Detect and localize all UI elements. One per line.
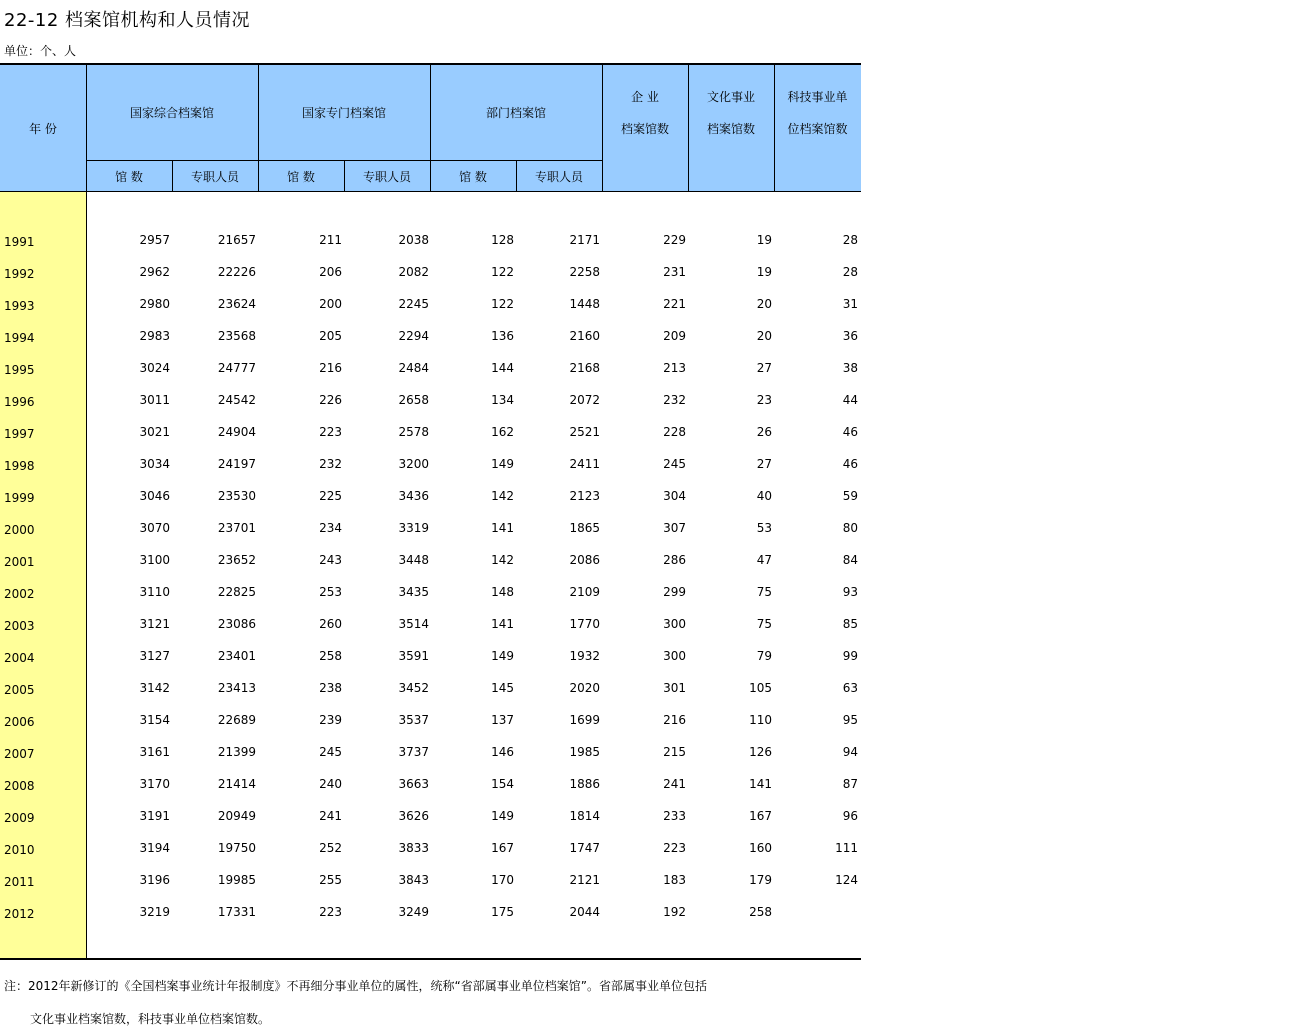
subheader-count-2: 馆 数 [287,169,315,184]
table-cell: 3514 [398,617,429,631]
table-cell: 241 [319,809,342,823]
table-cell: 213 [663,361,686,375]
table-cell: 234 [319,521,342,535]
row-year: 2008 [4,779,35,793]
table-cell: 2038 [398,233,429,247]
table-cell: 124 [835,873,858,887]
table-cell: 3121 [139,617,170,631]
row-year: 1995 [4,363,35,377]
table-cell: 22689 [217,713,256,727]
table-cell: 27 [756,361,772,375]
table-cell: 3436 [398,489,429,503]
table-cell: 136 [491,329,514,343]
table-cell: 2160 [569,329,600,343]
table-cell: 286 [663,553,686,567]
row-year: 1999 [4,491,35,505]
table-cell: 149 [491,457,514,471]
table-cell: 2578 [398,425,429,439]
table-cell: 215 [663,745,686,759]
table-cell: 3024 [139,361,170,375]
table-cell: 17331 [217,905,256,919]
table-cell: 2020 [569,681,600,695]
row-year: 2000 [4,523,35,537]
table-cell: 3142 [139,681,170,695]
table-cell: 3154 [139,713,170,727]
table-cell: 3034 [139,457,170,471]
table-cell: 3452 [398,681,429,695]
table-cell: 192 [663,905,686,919]
table-cell: 243 [319,553,342,567]
table-cell: 3196 [139,873,170,887]
row-year: 2001 [4,555,35,569]
table-cell: 200 [319,297,342,311]
table-cell: 84 [842,553,858,567]
table-cell: 1932 [569,649,600,663]
table-cell: 232 [663,393,686,407]
table-cell: 2123 [569,489,600,503]
table-cell: 2109 [569,585,600,599]
table-cell: 80 [842,521,858,535]
table-cell: 2072 [569,393,600,407]
table-cell: 75 [756,617,772,631]
page-title: 22-12 档案馆机构和人员情况 [4,10,251,31]
table-cell: 3191 [139,809,170,823]
table-cell: 3200 [398,457,429,471]
table-cell: 3070 [139,521,170,535]
table-cell: 307 [663,521,686,535]
header-year: 年 份 [29,121,57,136]
table-cell: 245 [663,457,686,471]
table-cell: 167 [491,841,514,855]
table-cell: 223 [663,841,686,855]
table-cell: 223 [319,905,342,919]
table-cell: 23568 [217,329,256,343]
table-cell: 170 [491,873,514,887]
table-cell: 3021 [139,425,170,439]
table-cell: 141 [491,617,514,631]
row-year: 2003 [4,619,35,633]
header-divider [430,65,431,192]
table-cell: 299 [663,585,686,599]
table-cell: 300 [663,617,686,631]
table-cell: 46 [842,457,858,471]
table-cell: 141 [491,521,514,535]
header-divider [774,65,775,192]
footnote-line1: 注：2012年新修订的《全国档案事业统计年报制度》不再细分事业单位的属性，统称“省部属事业单位档案馆”。省部属事业单位包括 [4,979,707,993]
table-cell: 167 [749,809,772,823]
table-cell: 3537 [398,713,429,727]
header-national-comprehensive: 国家综合档案馆 [129,105,214,120]
header-divider [344,160,345,192]
table-cell: 3448 [398,553,429,567]
subheader-staff-2: 专职人员 [362,169,411,184]
table-cell: 258 [319,649,342,663]
table-cell: 96 [842,809,858,823]
table-cell: 3127 [139,649,170,663]
table-cell: 221 [663,297,686,311]
table-cell: 3100 [139,553,170,567]
row-year: 1998 [4,459,35,473]
table-cell: 240 [319,777,342,791]
table-cell: 144 [491,361,514,375]
table-cell: 3011 [139,393,170,407]
table-cell: 3319 [398,521,429,535]
table-cell: 126 [749,745,772,759]
table-cell: 183 [663,873,686,887]
table-cell: 38 [842,361,858,375]
table-cell: 175 [491,905,514,919]
row-year: 2004 [4,651,35,665]
table-cell: 21657 [217,233,256,247]
table-cell: 149 [491,649,514,663]
table-cell: 2044 [569,905,600,919]
row-year: 2010 [4,843,35,857]
table-cell: 1699 [569,713,600,727]
table-cell: 26 [756,425,772,439]
table-cell: 20949 [217,809,256,823]
table-cell: 1985 [569,745,600,759]
table-cell: 301 [663,681,686,695]
subheader-staff-1: 专职人员 [190,169,239,184]
subheader-count-1: 馆 数 [115,169,143,184]
table-cell: 2980 [139,297,170,311]
table-cell: 23701 [217,521,256,535]
table-cell: 2171 [569,233,600,247]
row-year: 1992 [4,267,35,281]
header-divider [516,160,517,192]
table-cell: 3591 [398,649,429,663]
table-cell: 233 [663,809,686,823]
table-cell: 2521 [569,425,600,439]
table-cell: 1814 [569,809,600,823]
table-cell: 134 [491,393,514,407]
table-cell: 228 [663,425,686,439]
table-cell: 146 [491,745,514,759]
table-cell: 105 [749,681,772,695]
table-cell: 229 [663,233,686,247]
subheader-count-3: 馆 数 [459,169,487,184]
table-cell: 24904 [217,425,256,439]
table-cell: 21414 [217,777,256,791]
row-year: 2011 [4,875,35,889]
table-cell: 1448 [569,297,600,311]
table-cell: 241 [663,777,686,791]
table-cell: 87 [842,777,858,791]
table-cell: 24197 [217,457,256,471]
table-cell: 23401 [217,649,256,663]
table-cell: 46 [842,425,858,439]
table-cell: 59 [842,489,858,503]
table-cell: 23413 [217,681,256,695]
row-year: 1996 [4,395,35,409]
table-cell: 206 [319,265,342,279]
table-cell: 3046 [139,489,170,503]
row-year: 2012 [4,907,35,921]
table-cell: 223 [319,425,342,439]
table-cell: 94 [842,745,858,759]
table-cell: 36 [842,329,858,343]
table-cell: 239 [319,713,342,727]
table-cell: 226 [319,393,342,407]
table-cell: 19 [756,233,772,247]
row-year: 1991 [4,235,35,249]
table-cell: 148 [491,585,514,599]
table-cell: 225 [319,489,342,503]
table-cell: 79 [756,649,772,663]
row-year: 1994 [4,331,35,345]
table-cell: 28 [842,265,858,279]
table-cell: 23652 [217,553,256,567]
table-cell: 21399 [217,745,256,759]
table-cell: 23 [756,393,772,407]
table-header [0,63,861,192]
table-cell: 179 [749,873,772,887]
table-cell: 95 [842,713,858,727]
table-cell: 137 [491,713,514,727]
table-cell: 231 [663,265,686,279]
row-year: 2005 [4,683,35,697]
table-cell: 63 [842,681,858,695]
header-cultural [688,81,774,145]
table-cell: 28 [842,233,858,247]
table-cell: 110 [749,713,772,727]
header-national-specialized: 国家专门档案馆 [301,105,386,120]
header-enterprise-line1: 企 业 [631,90,659,104]
table-cell: 1747 [569,841,600,855]
table-cell: 111 [835,841,858,855]
table-cell: 2983 [139,329,170,343]
header-enterprise [602,81,688,145]
table-cell: 2411 [569,457,600,471]
header-divider [172,160,173,192]
table-cell: 53 [756,521,772,535]
table-cell: 160 [749,841,772,855]
table-cell: 85 [842,617,858,631]
table-cell: 216 [663,713,686,727]
row-year: 1993 [4,299,35,313]
table-cell: 3435 [398,585,429,599]
header-divider [602,65,603,192]
table-cell: 1770 [569,617,600,631]
header-divider [86,65,87,192]
table-cell: 255 [319,873,342,887]
table-cell: 253 [319,585,342,599]
table-cell: 3843 [398,873,429,887]
table-cell: 3626 [398,809,429,823]
table-cell: 122 [491,297,514,311]
header-departmental: 部门档案馆 [485,105,546,120]
table-cell: 300 [663,649,686,663]
row-year: 2007 [4,747,35,761]
table-cell: 145 [491,681,514,695]
table-cell: 205 [319,329,342,343]
table-cell: 141 [749,777,772,791]
table-cell: 20 [756,297,772,311]
table-cell: 19985 [217,873,256,887]
header-scitech-line1: 科技事业单 [787,90,848,104]
row-year: 1997 [4,427,35,441]
row-year: 2009 [4,811,35,825]
year-column-border [86,192,87,959]
table-cell: 245 [319,745,342,759]
table-cell: 304 [663,489,686,503]
table-cell: 19750 [217,841,256,855]
table-cell: 1865 [569,521,600,535]
table-cell: 3161 [139,745,170,759]
table-cell: 142 [491,553,514,567]
table-cell: 2962 [139,265,170,279]
table-cell: 3170 [139,777,170,791]
table-cell: 44 [842,393,858,407]
table-cell: 3737 [398,745,429,759]
table-cell: 216 [319,361,342,375]
table-cell: 2086 [569,553,600,567]
table-cell: 24777 [217,361,256,375]
unit-label: 单位：个、人 [4,44,77,58]
header-scitech-line2: 位档案馆数 [787,122,848,136]
header-divider [258,65,259,192]
table-cell: 128 [491,233,514,247]
table-cell: 3110 [139,585,170,599]
table-cell: 209 [663,329,686,343]
table-cell: 22825 [217,585,256,599]
table-cell: 252 [319,841,342,855]
table-cell: 3833 [398,841,429,855]
table-cell: 258 [749,905,772,919]
table-cell: 260 [319,617,342,631]
header-divider [688,65,689,192]
table-cell: 31 [842,297,858,311]
table-cell: 2082 [398,265,429,279]
table-cell: 211 [319,233,342,247]
table-cell: 40 [756,489,772,503]
row-year: 2006 [4,715,35,729]
table-cell: 93 [842,585,858,599]
table-cell: 24542 [217,393,256,407]
table-cell: 23624 [217,297,256,311]
table-cell: 19 [756,265,772,279]
footnote-line2: 文化事业档案馆数，科技事业单位档案馆数。 [30,1012,271,1026]
table-cell: 75 [756,585,772,599]
table-cell: 142 [491,489,514,503]
table-cell: 154 [491,777,514,791]
table-cell: 162 [491,425,514,439]
table-cell: 122 [491,265,514,279]
table-cell: 2168 [569,361,600,375]
table-cell: 2484 [398,361,429,375]
header-scitech [774,81,861,145]
table-cell: 238 [319,681,342,695]
table-cell: 2121 [569,873,600,887]
table-cell: 2658 [398,393,429,407]
table-cell: 27 [756,457,772,471]
table-cell: 23530 [217,489,256,503]
table-cell: 1886 [569,777,600,791]
table-cell: 2258 [569,265,600,279]
table-cell: 23086 [217,617,256,631]
table-cell: 149 [491,809,514,823]
table-cell: 3194 [139,841,170,855]
table-cell: 20 [756,329,772,343]
table-bottom-border [0,958,861,960]
table-cell: 3249 [398,905,429,919]
table-cell: 99 [842,649,858,663]
header-cultural-line2: 档案馆数 [706,122,755,136]
table-cell: 232 [319,457,342,471]
header-enterprise-line2: 档案馆数 [620,122,669,136]
table-cell: 22226 [217,265,256,279]
subheader-staff-3: 专职人员 [534,169,583,184]
table-cell: 2957 [139,233,170,247]
table-cell: 2245 [398,297,429,311]
row-year: 2002 [4,587,35,601]
table-cell: 47 [756,553,772,567]
header-cultural-line1: 文化事业 [706,90,755,104]
table-cell: 3219 [139,905,170,919]
table-cell: 3663 [398,777,429,791]
table-cell: 2294 [398,329,429,343]
